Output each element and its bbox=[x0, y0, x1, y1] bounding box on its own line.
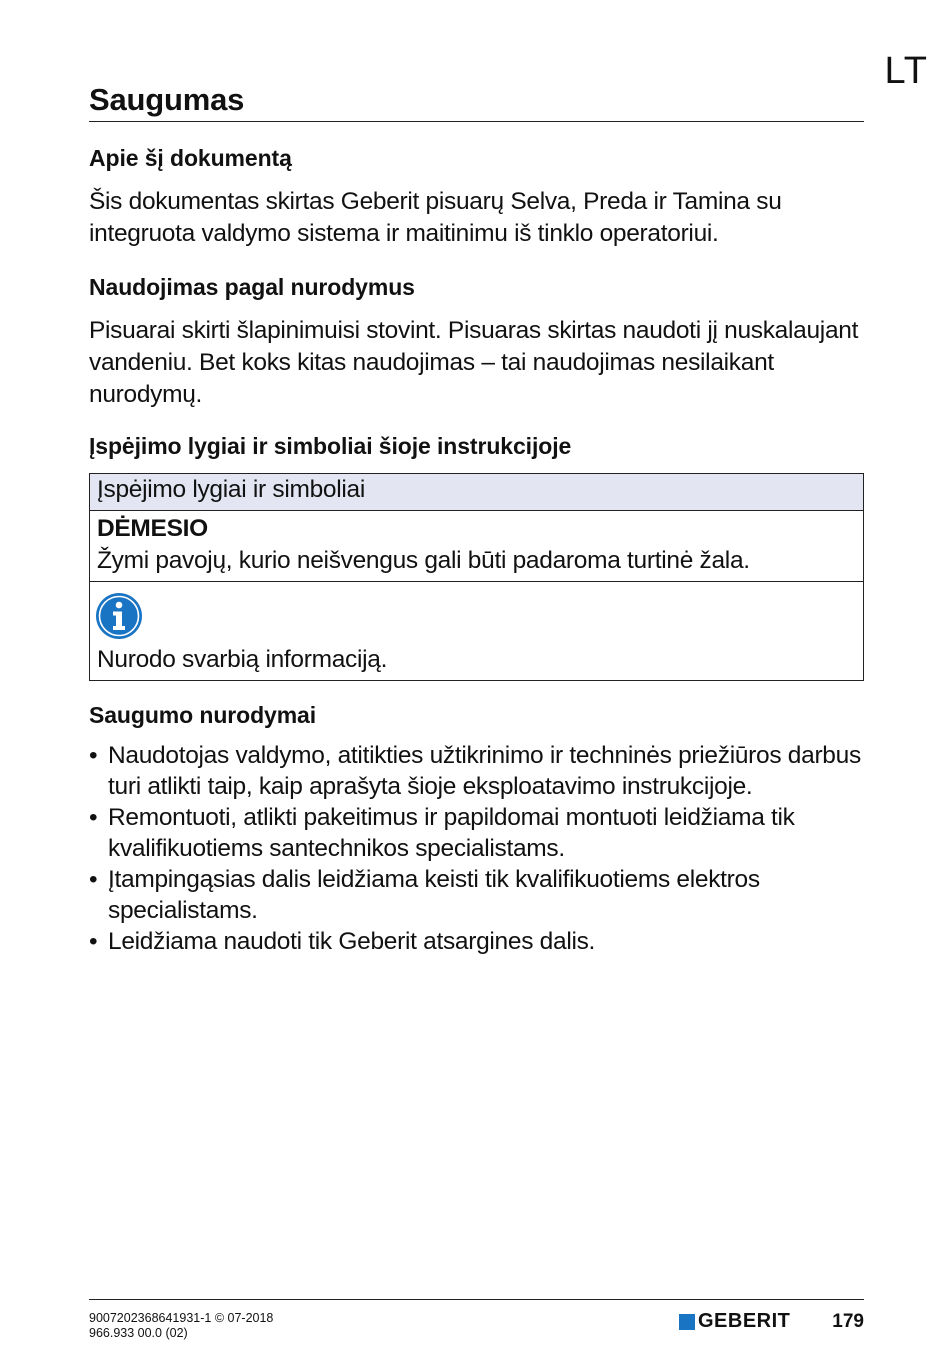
brand-name: GEBERIT bbox=[698, 1310, 791, 1332]
safety-notes-heading: Saugumo nurodymai bbox=[89, 702, 317, 728]
language-tag: LT bbox=[884, 50, 928, 92]
intended-use-text: Pisuarai skirti šlapinimuisi stovint. Pisuaras skirtas naudoti jį nuskalaujant vandeniu. Bet koks kitas naudojimas – tai naudojimas nesilaikant nurodymų. bbox=[89, 317, 859, 408]
caution-row bbox=[90, 511, 864, 582]
list-item: • Leidžiama naudoti tik Geberit atsargines dalis. bbox=[89, 926, 864, 957]
footer-divider bbox=[89, 1299, 864, 1300]
page-title: Saugumas bbox=[89, 82, 245, 117]
caution-text: Žymi pavojų, kurio neišvengus gali būti padaroma turtinė žala. bbox=[97, 547, 750, 574]
warning-levels-heading: Įspėjimo lygiai ir simboliai šioje instrukcijoje bbox=[89, 433, 572, 459]
about-text: Šis dokumentas skirtas Geberit pisuarų Selva, Preda ir Tamina su integruota valdymo sistema ir maitinimu iš tinklo operatoriui. bbox=[89, 188, 782, 247]
intended-use-heading: Naudojimas pagal nurodymus bbox=[89, 274, 415, 300]
safety-notes-list bbox=[89, 740, 864, 957]
info-row bbox=[90, 582, 864, 681]
brand-square-icon bbox=[679, 1314, 695, 1330]
list-item: • Remontuoti, atlikti pakeitimus ir papildomai montuoti leidžiama tik kvalifikuotiems santechnikos specialistams. bbox=[89, 802, 864, 864]
footer-doc-id: 9007202368641931-1 © 07-2018 bbox=[89, 1311, 274, 1325]
info-icon bbox=[95, 592, 143, 640]
footer-doc-info bbox=[89, 1311, 273, 1341]
section-about bbox=[89, 145, 864, 250]
page-number: 179 bbox=[832, 1311, 864, 1332]
section-safety-notes bbox=[89, 702, 864, 957]
section-intended-use bbox=[89, 274, 864, 411]
caution-label: DĖMESIO bbox=[97, 515, 208, 542]
section-warning-levels bbox=[89, 433, 864, 681]
geberit-logo bbox=[679, 1310, 790, 1333]
list-item: • Įtampingąsias dalis leidžiama keisti tik kvalifikuotiems elektros specialistams. bbox=[89, 864, 864, 926]
list-item: • Naudotojas valdymo, atitikties užtikrinimo ir techninės priežiūros darbus turi atlikti taip, kaip aprašyta šioje eksploatavimo instrukcijoje. bbox=[89, 740, 864, 802]
warning-levels-table bbox=[89, 473, 864, 681]
title-divider bbox=[89, 121, 864, 122]
warning-table-header: Įspėjimo lygiai ir simboliai bbox=[90, 474, 864, 511]
info-text: Nurodo svarbią informaciją. bbox=[97, 646, 388, 673]
footer-doc-number: 966.933 00.0 (02) bbox=[89, 1326, 188, 1340]
about-heading: Apie šį dokumentą bbox=[89, 145, 292, 171]
